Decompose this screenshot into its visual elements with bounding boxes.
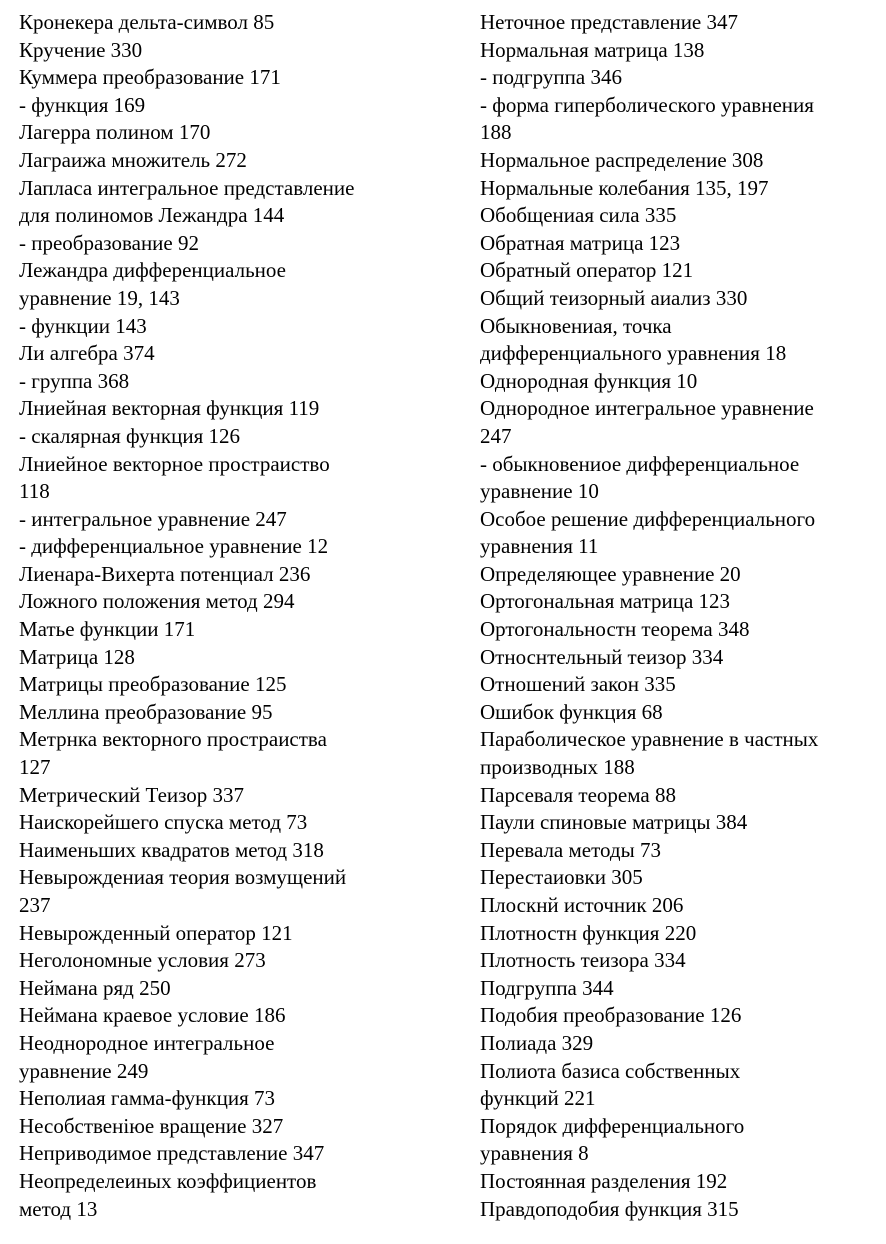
index-entry-line: Плотность теизора 334 bbox=[480, 948, 686, 973]
index-entry-line: Ортогональностн теорема 348 bbox=[480, 617, 750, 642]
index-entry-line: Кронекера дельта-символ 85 bbox=[19, 10, 275, 34]
index-entry-line: Относнтельный теизор 334 bbox=[480, 644, 724, 669]
index-entry bbox=[19, 671, 439, 699]
index-entry bbox=[480, 1058, 880, 1113]
index-entry bbox=[480, 257, 880, 285]
index-entry-line: Лаграижа множитель 272 bbox=[19, 147, 247, 172]
index-entry bbox=[19, 175, 439, 230]
index-entry bbox=[19, 809, 439, 837]
index-column-left bbox=[19, 9, 439, 1223]
index-entry bbox=[480, 1196, 880, 1224]
index-entry bbox=[19, 37, 439, 65]
index-entry bbox=[480, 561, 880, 589]
index-entry-line: Лагерра полином 170 bbox=[19, 120, 211, 145]
index-entry bbox=[480, 1113, 880, 1168]
index-entry bbox=[480, 892, 880, 920]
index-entry-line: Наискорейшего спуска метод 73 bbox=[19, 810, 308, 835]
index-entry-line: уравнение 19, 143 bbox=[19, 285, 180, 310]
index-entry-line: Лежандра дифференциальное bbox=[19, 258, 286, 283]
index-entry bbox=[19, 588, 439, 616]
index-entry-line: - дифференциальное уравнение 12 bbox=[19, 534, 329, 559]
index-entry bbox=[480, 147, 880, 175]
index-entry-line: Матрица 128 bbox=[19, 644, 135, 669]
index-entry bbox=[19, 64, 439, 92]
index-entry bbox=[480, 616, 880, 644]
index-entry-line: уравнения 8 bbox=[480, 1141, 589, 1166]
index-entry-line: уравнение 10 bbox=[480, 479, 599, 504]
index-entry bbox=[19, 1002, 439, 1030]
index-entry-line: Лниейная векторная функция 119 bbox=[19, 396, 320, 421]
index-entry bbox=[19, 147, 439, 175]
index-entry bbox=[19, 506, 439, 534]
index-entry-line: - скалярная функция 126 bbox=[19, 423, 240, 448]
index-entry-line: 237 bbox=[19, 893, 51, 917]
index-entry bbox=[19, 616, 439, 644]
index-entry bbox=[480, 975, 880, 1003]
index-entry bbox=[480, 782, 880, 810]
index-entry-line: 188 bbox=[480, 120, 512, 145]
index-entry-line: Подобия преобразование 126 bbox=[480, 1003, 742, 1028]
index-entry bbox=[480, 313, 880, 368]
index-entry bbox=[19, 92, 439, 120]
index-entry bbox=[19, 340, 439, 368]
index-entry bbox=[480, 1168, 880, 1196]
index-entry bbox=[19, 837, 439, 865]
index-entry-line: Однородная функция 10 bbox=[480, 368, 698, 393]
index-entry-line: дифференциального уравнения 18 bbox=[480, 341, 787, 366]
index-entry bbox=[480, 175, 880, 203]
index-entry bbox=[19, 368, 439, 396]
index-entry-line: Плотностн функция 220 bbox=[480, 920, 697, 945]
index-entry bbox=[19, 257, 439, 312]
index-entry-line: Полиота базиса собственных bbox=[480, 1058, 741, 1083]
index-entry bbox=[480, 64, 880, 92]
index-entry-line: Обратная матрица 123 bbox=[480, 230, 681, 255]
index-entry-line: Паули спиновые матрицы 384 bbox=[480, 810, 748, 835]
index-entry-line: Куммера преобразование 171 bbox=[19, 65, 281, 90]
index-entry bbox=[19, 119, 439, 147]
index-entry-line: Лниейное векторное простраиство bbox=[19, 451, 330, 476]
index-entry bbox=[480, 864, 880, 892]
index-entry bbox=[19, 864, 439, 919]
index-entry-line: Неймана ряд 250 bbox=[19, 975, 171, 1000]
index-entry bbox=[480, 506, 880, 561]
index-entry bbox=[480, 37, 880, 65]
index-entry-line: Нормальные колебания 135, 197 bbox=[480, 175, 769, 200]
index-entry-line: для полиномов Лежандра 144 bbox=[19, 203, 285, 228]
index-entry-line: Правдоподобия функция 315 bbox=[480, 1196, 739, 1221]
index-entry bbox=[19, 644, 439, 672]
index-entry-line: 247 bbox=[480, 423, 512, 448]
index-entry-line: Полиада 329 bbox=[480, 1030, 594, 1055]
index-entry-line: 118 bbox=[19, 479, 50, 504]
index-entry bbox=[480, 699, 880, 727]
index-entry bbox=[19, 313, 439, 341]
index-entry-line: Обыкновениая, точка bbox=[480, 313, 672, 338]
index-entry-line: Неточное представление 347 bbox=[480, 10, 738, 34]
index-entry-line: Плоскнй источник 206 bbox=[480, 893, 684, 917]
index-entry-line: Кручение 330 bbox=[19, 37, 143, 62]
index-entry bbox=[480, 92, 880, 147]
index-entry-line: Определяющее уравнение 20 bbox=[480, 561, 741, 586]
index-entry bbox=[19, 699, 439, 727]
index-entry bbox=[480, 202, 880, 230]
index-entry bbox=[480, 588, 880, 616]
index-entry-line: - функции 143 bbox=[19, 313, 147, 338]
index-entry-line: Неголономные условия 273 bbox=[19, 948, 266, 973]
index-entry bbox=[480, 920, 880, 948]
index-entry-line: Обобщениая сила 335 bbox=[480, 203, 677, 228]
index-entry-line: Отношений закон 335 bbox=[480, 672, 676, 697]
index-entry-line: Матрицы преобразование 125 bbox=[19, 672, 287, 697]
index-entry bbox=[19, 423, 439, 451]
index-entry-line: Подгруппа 344 bbox=[480, 975, 614, 1000]
index-entry bbox=[19, 561, 439, 589]
index-entry bbox=[19, 1140, 439, 1168]
index-entry bbox=[19, 533, 439, 561]
index-entry-line: Неоднородное интегральное bbox=[19, 1030, 275, 1055]
index-entry-line: - форма гиперболического уравнения bbox=[480, 92, 814, 117]
index-entry-line: Нормальная матрица 138 bbox=[480, 37, 705, 62]
index-entry-line: Обратный оператор 121 bbox=[480, 258, 694, 283]
index-entry bbox=[19, 1113, 439, 1141]
index-entry-line: Неприводимое представление 347 bbox=[19, 1141, 325, 1166]
index-entry-line: уравнение 249 bbox=[19, 1058, 149, 1083]
index-entry-line: Нормальное распределение 308 bbox=[480, 147, 764, 172]
index-entry bbox=[19, 782, 439, 810]
index-entry-line: Меллина преобразование 95 bbox=[19, 699, 273, 724]
index-entry-line: Неполиая гамма-функция 73 bbox=[19, 1086, 275, 1111]
index-entry-line: Неймана краевое условие 186 bbox=[19, 1003, 286, 1028]
index-entry-line: Лиенара-Вихерта потенциал 236 bbox=[19, 561, 311, 586]
index-entry-line: функций 221 bbox=[480, 1086, 596, 1111]
index-entry-line: Общий теизорный аиализ 330 bbox=[480, 285, 748, 310]
index-entry bbox=[480, 726, 880, 781]
index-entry-line: Перестаиовки 305 bbox=[480, 865, 643, 890]
index-entry-line: Несобственіюе вращение 327 bbox=[19, 1113, 284, 1138]
index-entry-line: Ошибок функция 68 bbox=[480, 699, 663, 724]
index-entry bbox=[19, 975, 439, 1003]
index-entry-line: Ли алгебра 374 bbox=[19, 341, 155, 366]
index-entry bbox=[19, 1085, 439, 1113]
index-entry-line: - преобразование 92 bbox=[19, 230, 199, 255]
index-entry-line: Однородное интегральное уравнение bbox=[480, 396, 814, 421]
index-column-right bbox=[480, 9, 880, 1223]
index-entry-line: Невырождениая теория возмущений bbox=[19, 865, 347, 890]
index-entry-line: Особое решение дифференциального bbox=[480, 506, 816, 531]
index-entry-line: Наименьших квадратов метод 318 bbox=[19, 837, 324, 862]
index-entry-line: Парсеваля теорема 88 bbox=[480, 782, 676, 807]
index-entry-line: производных 188 bbox=[480, 755, 635, 780]
index-entry-line: - интегральное уравнение 247 bbox=[19, 506, 287, 531]
index-entry bbox=[19, 395, 439, 423]
index-entry bbox=[480, 671, 880, 699]
index-entry bbox=[19, 947, 439, 975]
index-entry-line: уравнения 11 bbox=[480, 534, 599, 559]
index-entry bbox=[480, 451, 880, 506]
index-entry-line: Ортогональная матрица 123 bbox=[480, 589, 731, 614]
index-entry bbox=[19, 1030, 439, 1085]
index-entry-line: Параболическое уравнение в частных bbox=[480, 727, 819, 752]
index-entry bbox=[480, 837, 880, 865]
index-entry-line: - подгруппа 346 bbox=[480, 65, 622, 90]
index-entry bbox=[480, 285, 880, 313]
index-entry bbox=[19, 9, 439, 37]
index-entry bbox=[480, 947, 880, 975]
index-entry-line: метод 13 bbox=[19, 1196, 98, 1221]
index-entry-line: 127 bbox=[19, 755, 51, 780]
index-entry bbox=[480, 809, 880, 837]
index-entry-line: - функция 169 bbox=[19, 92, 146, 117]
index-entry bbox=[480, 230, 880, 258]
index-entry-line: Ложного положения метод 294 bbox=[19, 589, 295, 614]
index-entry bbox=[19, 451, 439, 506]
index-entry bbox=[480, 644, 880, 672]
index-entry-line: Перевала методы 73 bbox=[480, 837, 661, 862]
index-entry-line: Постоянная разделения 192 bbox=[480, 1168, 728, 1193]
index-entry-line: Метрнка векторного простраиства bbox=[19, 727, 327, 752]
index-entry bbox=[480, 1030, 880, 1058]
index-entry-line: Метрический Теизор 337 bbox=[19, 782, 245, 807]
index-entry-line: - обыкновениое дифференциальное bbox=[480, 451, 800, 476]
index-entry-line: Неопределеиных коэффициентов bbox=[19, 1168, 317, 1193]
index-entry bbox=[19, 920, 439, 948]
index-entry bbox=[19, 1168, 439, 1223]
index-entry bbox=[480, 1002, 880, 1030]
index-entry-line: Порядок дифференциального bbox=[480, 1113, 745, 1138]
index-entry-line: Лапласа интегральное представление bbox=[19, 175, 355, 200]
index-entry bbox=[19, 726, 439, 781]
index-entry bbox=[480, 368, 880, 396]
index-entry-line: Невырожденный оператор 121 bbox=[19, 920, 293, 945]
index-entry-line: - группа 368 bbox=[19, 368, 130, 393]
index-entry bbox=[480, 9, 880, 37]
index-entry bbox=[480, 395, 880, 450]
index-entry bbox=[19, 230, 439, 258]
index-entry-line: Матье функции 171 bbox=[19, 617, 196, 642]
